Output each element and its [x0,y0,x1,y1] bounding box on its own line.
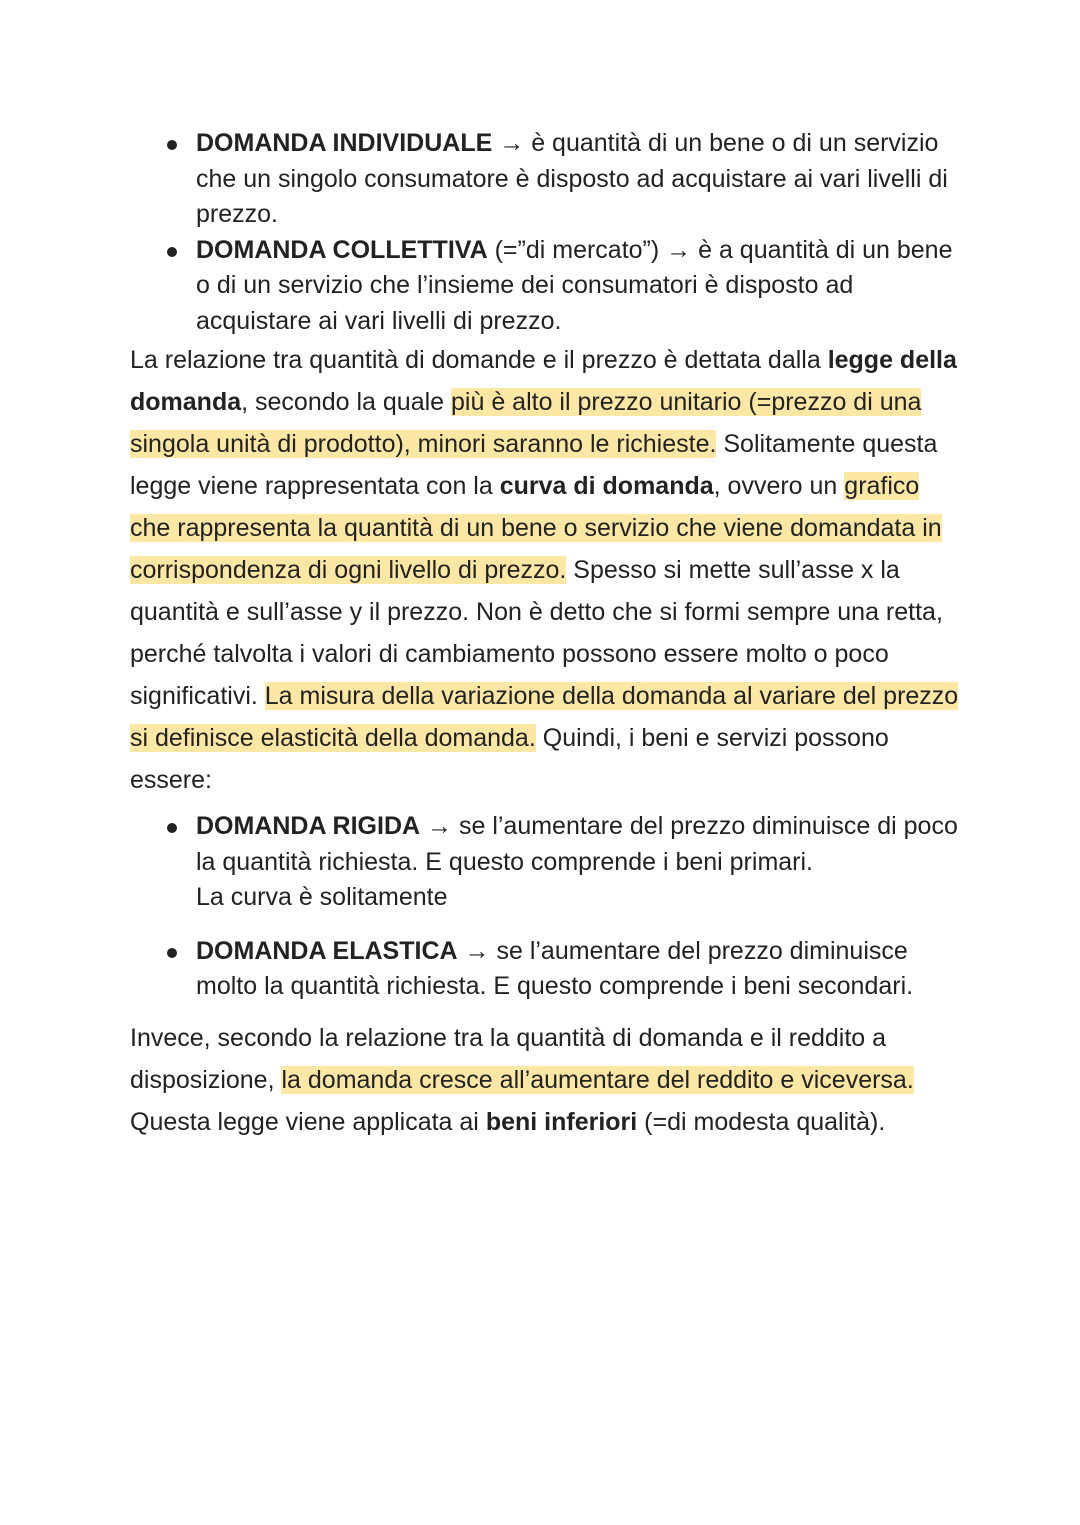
term-domanda-individuale: DOMANDA INDIVIDUALE [196,129,493,157]
definition-text: è a quantità di un bene o di un servizio che l’insieme dei consumatori è disposto ad acquistare ai vari livelli di prezzo. [196,235,953,335]
bullet-icon [167,247,177,257]
term-domanda-collettiva: DOMANDA COLLETTIVA [196,235,488,264]
paragraph-reddito: Invece, secondo la relazione tra la quantità di domanda e il reddito a disposizione, la domanda cresce all’aumentare del reddito e viceversa. Questa legge viene applicata ai beni inferiori (=di modesta qualità). [130,1023,914,1136]
bold-curva-di-domanda: curva di domanda [499,472,714,500]
list-item-domanda-collettiva: DOMANDA COLLETTIVA (=”di mercato”) → è a quantità di un bene o di un servizio che l’insieme dei consumatori è disposto ad acquistare ai vari livelli di prezzo. [130,233,960,340]
term-domanda-rigida: DOMANDA RIGIDA [196,812,421,840]
elasticity-types-list [130,809,960,1005]
list-item-domanda-elastica: DOMANDA ELASTICA → se l’aumentare del prezzo diminuisce molto la quantità richiesta. E questo comprende i beni secondari. [130,934,960,1005]
document-body [130,126,960,1143]
highlight-text: più è alto il prezzo unitario (=prezzo di una singola unità di prodotto), minori saranno le richieste. [130,388,922,458]
bullet-icon [167,948,177,958]
highlight-text: grafico che rappresenta la quantità di un bene o servizio che viene domandata in corrispondenza di ogni livello di prezzo. [130,472,942,584]
term-domanda-elastica: DOMANDA ELASTICA [196,936,458,965]
definition-extra-text: La curva è solitamente [196,883,448,911]
definition-text: se l’aumentare del prezzo diminuisce di poco la quantità richiesta. E questo comprende i beni primari. [196,812,958,876]
highlight-text: La misura della variazione della domanda al variare del prezzo si definisce elasticità della domanda. [130,682,959,752]
bullet-icon [167,140,177,150]
bold-beni-inferiori: beni inferiori [485,1107,638,1136]
demand-types-list [130,126,960,339]
highlight-text: la domanda cresce all’aumentare del reddito e viceversa. [281,1065,914,1094]
bullet-icon [167,823,177,833]
list-item-domanda-rigida: DOMANDA RIGIDA → se l’aumentare del prezzo diminuisce di poco la quantità richiesta. E questo comprende i beni primari. La curva è solitamente [130,809,960,916]
definition-text: se l’aumentare del prezzo diminuisce molto la quantità richiesta. E questo comprende i beni secondari. [196,936,914,1000]
list-item-domanda-individuale: DOMANDA INDIVIDUALE → è quantità di un bene o di un servizio che un singolo consumatore è disposto ad acquistare ai vari livelli di prezzo. [130,126,960,233]
definition-text: è quantità di un bene o di un servizio che un singolo consumatore è disposto ad acquistare ai vari livelli di prezzo. [196,129,948,228]
paragraph-legge-della-domanda: La relazione tra quantità di domande e il prezzo è dettata dalla legge della domanda, secondo la quale più è alto il prezzo unitario (=prezzo di una singola unità di prodotto), minori saranno le richieste. Solitamente questa legge viene rappresentata con la curva di domanda, ovvero un grafico che rappresenta la quantità di un bene o servizio che viene domandata in corrispondenza di ogni livello di prezzo. Spesso si mette sull’asse x la quantità e sull’asse y il prezzo. Non è detto che si formi sempre una retta, perché talvolta i valori di cambiamento possono essere molto o poco significativi. La misura della variazione della domanda al variare del prezzo si definisce elasticità della domanda. Quindi, i beni e servizi possono essere: [130,346,959,794]
bold-legge-della-domanda: legge della domanda [130,346,957,416]
